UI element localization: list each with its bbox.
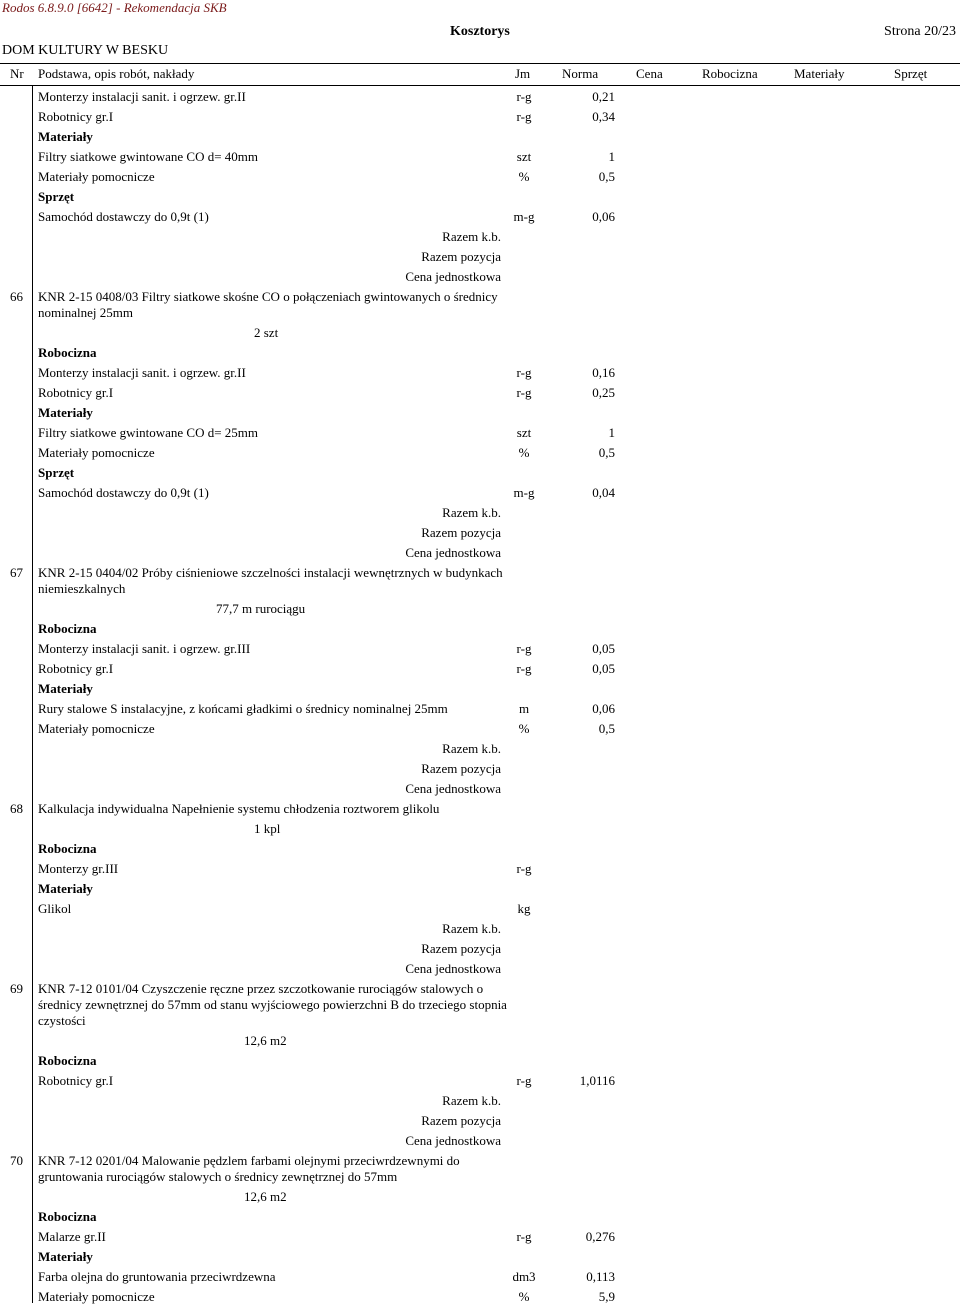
- norm-cell: 0,06: [592, 701, 615, 716]
- table-row-section: [0, 463, 960, 483]
- col-header-jm: Jm: [515, 66, 531, 81]
- position-quantity: 1 kpl: [254, 821, 281, 836]
- table-row-item: [0, 699, 960, 719]
- section-heading: Robocizna: [38, 621, 97, 636]
- resource-name: Samochód dostawczy do 0,9t (1): [38, 485, 209, 500]
- col-header-sprzet: Sprzęt: [894, 66, 928, 81]
- table-row-section: [0, 343, 960, 363]
- norm-cell: 0,16: [592, 365, 615, 380]
- section-heading: Robocizna: [38, 841, 97, 856]
- summary-label: Razem pozycja: [421, 1113, 501, 1128]
- table-row-quantity: [0, 819, 960, 839]
- table-row-item: [0, 107, 960, 127]
- unit-cell: dm3: [512, 1269, 536, 1284]
- resource-name: Materiały pomocnicze: [38, 445, 155, 460]
- summary-label: Cena jednostkowa: [405, 961, 501, 976]
- page-number: Strona 20/23: [884, 24, 956, 39]
- summary-label: Razem k.b.: [442, 229, 501, 244]
- table-row-summary: [0, 1091, 960, 1111]
- position-number: 70: [10, 1153, 23, 1168]
- position-description: KNR 7-12 0101/04 Czyszczenie ręczne przez szczotkowanie rurociągów stalowych o średnicy zewnętrznej do 57mm od stanu wyjściowego powierzchni B do trzeciego stopnia czystości: [38, 981, 507, 1028]
- table-row-section: [0, 619, 960, 639]
- summary-label: Cena jednostkowa: [405, 269, 501, 284]
- norm-cell: 0,5: [598, 169, 615, 184]
- position-description: KNR 2-15 0404/02 Próby ciśnieniowe szczelności instalacji wewnętrznych w budynkach niemieszkalnych: [38, 565, 503, 596]
- unit-cell: r-g: [516, 365, 532, 380]
- table-row-summary: [0, 939, 960, 959]
- table-row-summary: [0, 523, 960, 543]
- norm-cell: 0,21: [592, 89, 615, 104]
- resource-name: Samochód dostawczy do 0,9t (1): [38, 209, 209, 224]
- summary-label: Cena jednostkowa: [405, 781, 501, 796]
- position-description: Kalkulacja indywidualna Napełnienie systemu chłodzenia roztworem glikolu: [38, 801, 440, 816]
- norm-cell: 0,04: [592, 485, 615, 500]
- table-row-position3: [0, 979, 960, 1031]
- organization-name: DOM KULTURY W BESKU: [2, 43, 169, 58]
- summary-label: Razem pozycja: [421, 249, 501, 264]
- table-row-summary: [0, 543, 960, 563]
- summary-label: Razem pozycja: [421, 941, 501, 956]
- resource-name: Filtry siatkowe gwintowane CO d= 40mm: [38, 149, 259, 164]
- document-title: Kosztorys: [450, 24, 510, 39]
- resource-name: Glikol: [38, 901, 72, 916]
- table-row-item: [0, 659, 960, 679]
- unit-cell: r-g: [516, 1229, 532, 1244]
- table-row-position: [0, 1151, 960, 1187]
- unit-cell: r-g: [516, 89, 532, 104]
- position-number: 68: [10, 801, 23, 816]
- position-description: KNR 2-15 0408/03 Filtry siatkowe skośne CO o połączeniach gwintowanych o średnicy nominalnej 25mm: [38, 289, 498, 320]
- position-number: 69: [10, 981, 23, 996]
- unit-cell: kg: [517, 901, 531, 916]
- unit-cell: %: [518, 169, 530, 184]
- position-number: 66: [10, 289, 23, 304]
- table-row-item: [0, 207, 960, 227]
- summary-label: Razem pozycja: [421, 761, 501, 776]
- position-description: KNR 7-12 0201/04 Malowanie pędzlem farbami olejnymi przeciwrdzewnymi do gruntowania rurociągów stalowych o średnicy zewnętrznej do 57mm: [38, 1153, 460, 1184]
- summary-label: Cena jednostkowa: [405, 545, 501, 560]
- table-row-item: [0, 859, 960, 879]
- header-bottom-rule: [0, 85, 960, 86]
- table-row-item: [0, 363, 960, 383]
- resource-name: Monterzy instalacji sanit. i ogrzew. gr.III: [38, 641, 251, 656]
- position-number: 67: [10, 565, 23, 580]
- table-row-summary: [0, 759, 960, 779]
- table-row-quantity: [0, 1031, 960, 1051]
- table-row-section: [0, 187, 960, 207]
- unit-cell: r-g: [516, 861, 532, 876]
- header-top-rule: [0, 63, 960, 64]
- resource-name: Robotnicy gr.I: [38, 1073, 114, 1088]
- unit-cell: m: [518, 701, 530, 716]
- section-heading: Sprzęt: [38, 189, 75, 204]
- cost-estimate-table: [0, 87, 960, 1307]
- section-heading: Materiały: [38, 1249, 93, 1264]
- section-heading: Materiały: [38, 129, 93, 144]
- summary-label: Razem k.b.: [442, 741, 501, 756]
- table-row-section: [0, 127, 960, 147]
- table-row-position1: [0, 799, 960, 819]
- table-row-quantity: [0, 1187, 960, 1207]
- norm-cell: 0,113: [586, 1269, 615, 1284]
- table-row-section: [0, 879, 960, 899]
- table-row-item: [0, 639, 960, 659]
- table-row-summary: [0, 227, 960, 247]
- unit-cell: r-g: [516, 1073, 532, 1088]
- table-row-section: [0, 1051, 960, 1071]
- table-row-section: [0, 1247, 960, 1267]
- unit-cell: m-g: [513, 485, 535, 500]
- table-row-summary: [0, 1111, 960, 1131]
- resource-name: Monterzy gr.III: [38, 861, 119, 876]
- table-row-section: [0, 839, 960, 859]
- table-row-section: [0, 679, 960, 699]
- table-row-summary: [0, 1131, 960, 1151]
- resource-name: Robotnicy gr.I: [38, 109, 114, 124]
- norm-cell: 5,9: [598, 1289, 615, 1304]
- section-heading: Robocizna: [38, 345, 97, 360]
- table-row-section: [0, 1207, 960, 1227]
- resource-name: Malarze gr.II: [38, 1229, 106, 1244]
- table-row-item: [0, 719, 960, 739]
- norm-cell: 0,06: [592, 209, 615, 224]
- position-quantity: 12,6 m2: [244, 1189, 287, 1204]
- table-row-item: [0, 87, 960, 107]
- table-row-item: [0, 1287, 960, 1307]
- resource-name: Materiały pomocnicze: [38, 1289, 155, 1304]
- table-row-item: [0, 147, 960, 167]
- norm-cell: 0,5: [598, 445, 615, 460]
- table-row-item: [0, 423, 960, 443]
- table-row-summary: [0, 779, 960, 799]
- table-row-position: [0, 287, 960, 323]
- norm-cell: 0,05: [592, 661, 615, 676]
- resource-name: Materiały pomocnicze: [38, 169, 155, 184]
- unit-cell: %: [518, 1289, 530, 1304]
- section-heading: Sprzęt: [38, 465, 75, 480]
- table-row-summary: [0, 739, 960, 759]
- resource-name: Robotnicy gr.I: [38, 385, 114, 400]
- col-header-materialy: Materiały: [794, 66, 845, 81]
- norm-cell: 1: [608, 149, 615, 164]
- unit-cell: r-g: [516, 641, 532, 656]
- unit-cell: %: [518, 445, 530, 460]
- unit-cell: %: [518, 721, 530, 736]
- table-row-item: [0, 899, 960, 919]
- table-row-summary: [0, 267, 960, 287]
- app-title: Rodos 6.8.9.0 [6642] - Rekomendacja SKB: [2, 0, 227, 15]
- section-heading: Materiały: [38, 405, 93, 420]
- norm-cell: 0,05: [592, 641, 615, 656]
- resource-name: Monterzy instalacji sanit. i ogrzew. gr.II: [38, 365, 246, 380]
- table-row-quantity: [0, 323, 960, 343]
- table-row-item: [0, 443, 960, 463]
- unit-cell: szt: [516, 425, 532, 440]
- resource-name: Rury stalowe S instalacyjne, z końcami gładkimi o średnicy nominalnej 25mm: [38, 701, 448, 716]
- resource-name: Filtry siatkowe gwintowane CO d= 25mm: [38, 425, 259, 440]
- col-header-cena: Cena: [636, 66, 663, 81]
- col-header-nr: Nr: [10, 66, 24, 81]
- table-row-summary: [0, 247, 960, 267]
- norm-cell: 0,34: [592, 109, 615, 124]
- table-row-summary: [0, 503, 960, 523]
- unit-cell: r-g: [516, 385, 532, 400]
- resource-name: Monterzy instalacji sanit. i ogrzew. gr.II: [38, 89, 246, 104]
- summary-label: Razem pozycja: [421, 525, 501, 540]
- resource-name: Materiały pomocnicze: [38, 721, 155, 736]
- table-row-item: [0, 1227, 960, 1247]
- table-row-item: [0, 1071, 960, 1091]
- table-row-summary: [0, 959, 960, 979]
- norm-cell: 0,25: [592, 385, 615, 400]
- summary-label: Cena jednostkowa: [405, 1133, 501, 1148]
- norm-cell: 1: [608, 425, 615, 440]
- col-header-robocizna: Robocizna: [702, 66, 758, 81]
- summary-label: Razem k.b.: [442, 921, 501, 936]
- unit-cell: r-g: [516, 661, 532, 676]
- table-row-item: [0, 167, 960, 187]
- table-row-item: [0, 383, 960, 403]
- norm-cell: 1,0116: [579, 1073, 615, 1088]
- unit-cell: m-g: [513, 209, 535, 224]
- section-heading: Robocizna: [38, 1053, 97, 1068]
- unit-cell: r-g: [516, 109, 532, 124]
- summary-label: Razem k.b.: [442, 505, 501, 520]
- col-header-desc: Podstawa, opis robót, nakłady: [38, 66, 195, 81]
- col-header-norma: Norma: [562, 66, 599, 81]
- table-row-summary: [0, 919, 960, 939]
- table-row-item: [0, 1267, 960, 1287]
- resource-name: Farba olejna do gruntowania przeciwrdzewna: [38, 1269, 276, 1284]
- position-quantity: 2 szt: [254, 325, 279, 340]
- table-row-section: [0, 403, 960, 423]
- position-quantity: 77,7 m rurociągu: [216, 601, 306, 616]
- table-row-position: [0, 563, 960, 599]
- position-quantity: 12,6 m2: [244, 1033, 287, 1048]
- resource-name: Robotnicy gr.I: [38, 661, 114, 676]
- section-heading: Materiały: [38, 681, 93, 696]
- section-heading: Materiały: [38, 881, 93, 896]
- table-row-item: [0, 483, 960, 503]
- norm-cell: 0,5: [598, 721, 615, 736]
- unit-cell: szt: [516, 149, 532, 164]
- table-row-quantity: [0, 599, 960, 619]
- section-heading: Robocizna: [38, 1209, 97, 1224]
- summary-label: Razem k.b.: [442, 1093, 501, 1108]
- norm-cell: 0,276: [585, 1229, 615, 1244]
